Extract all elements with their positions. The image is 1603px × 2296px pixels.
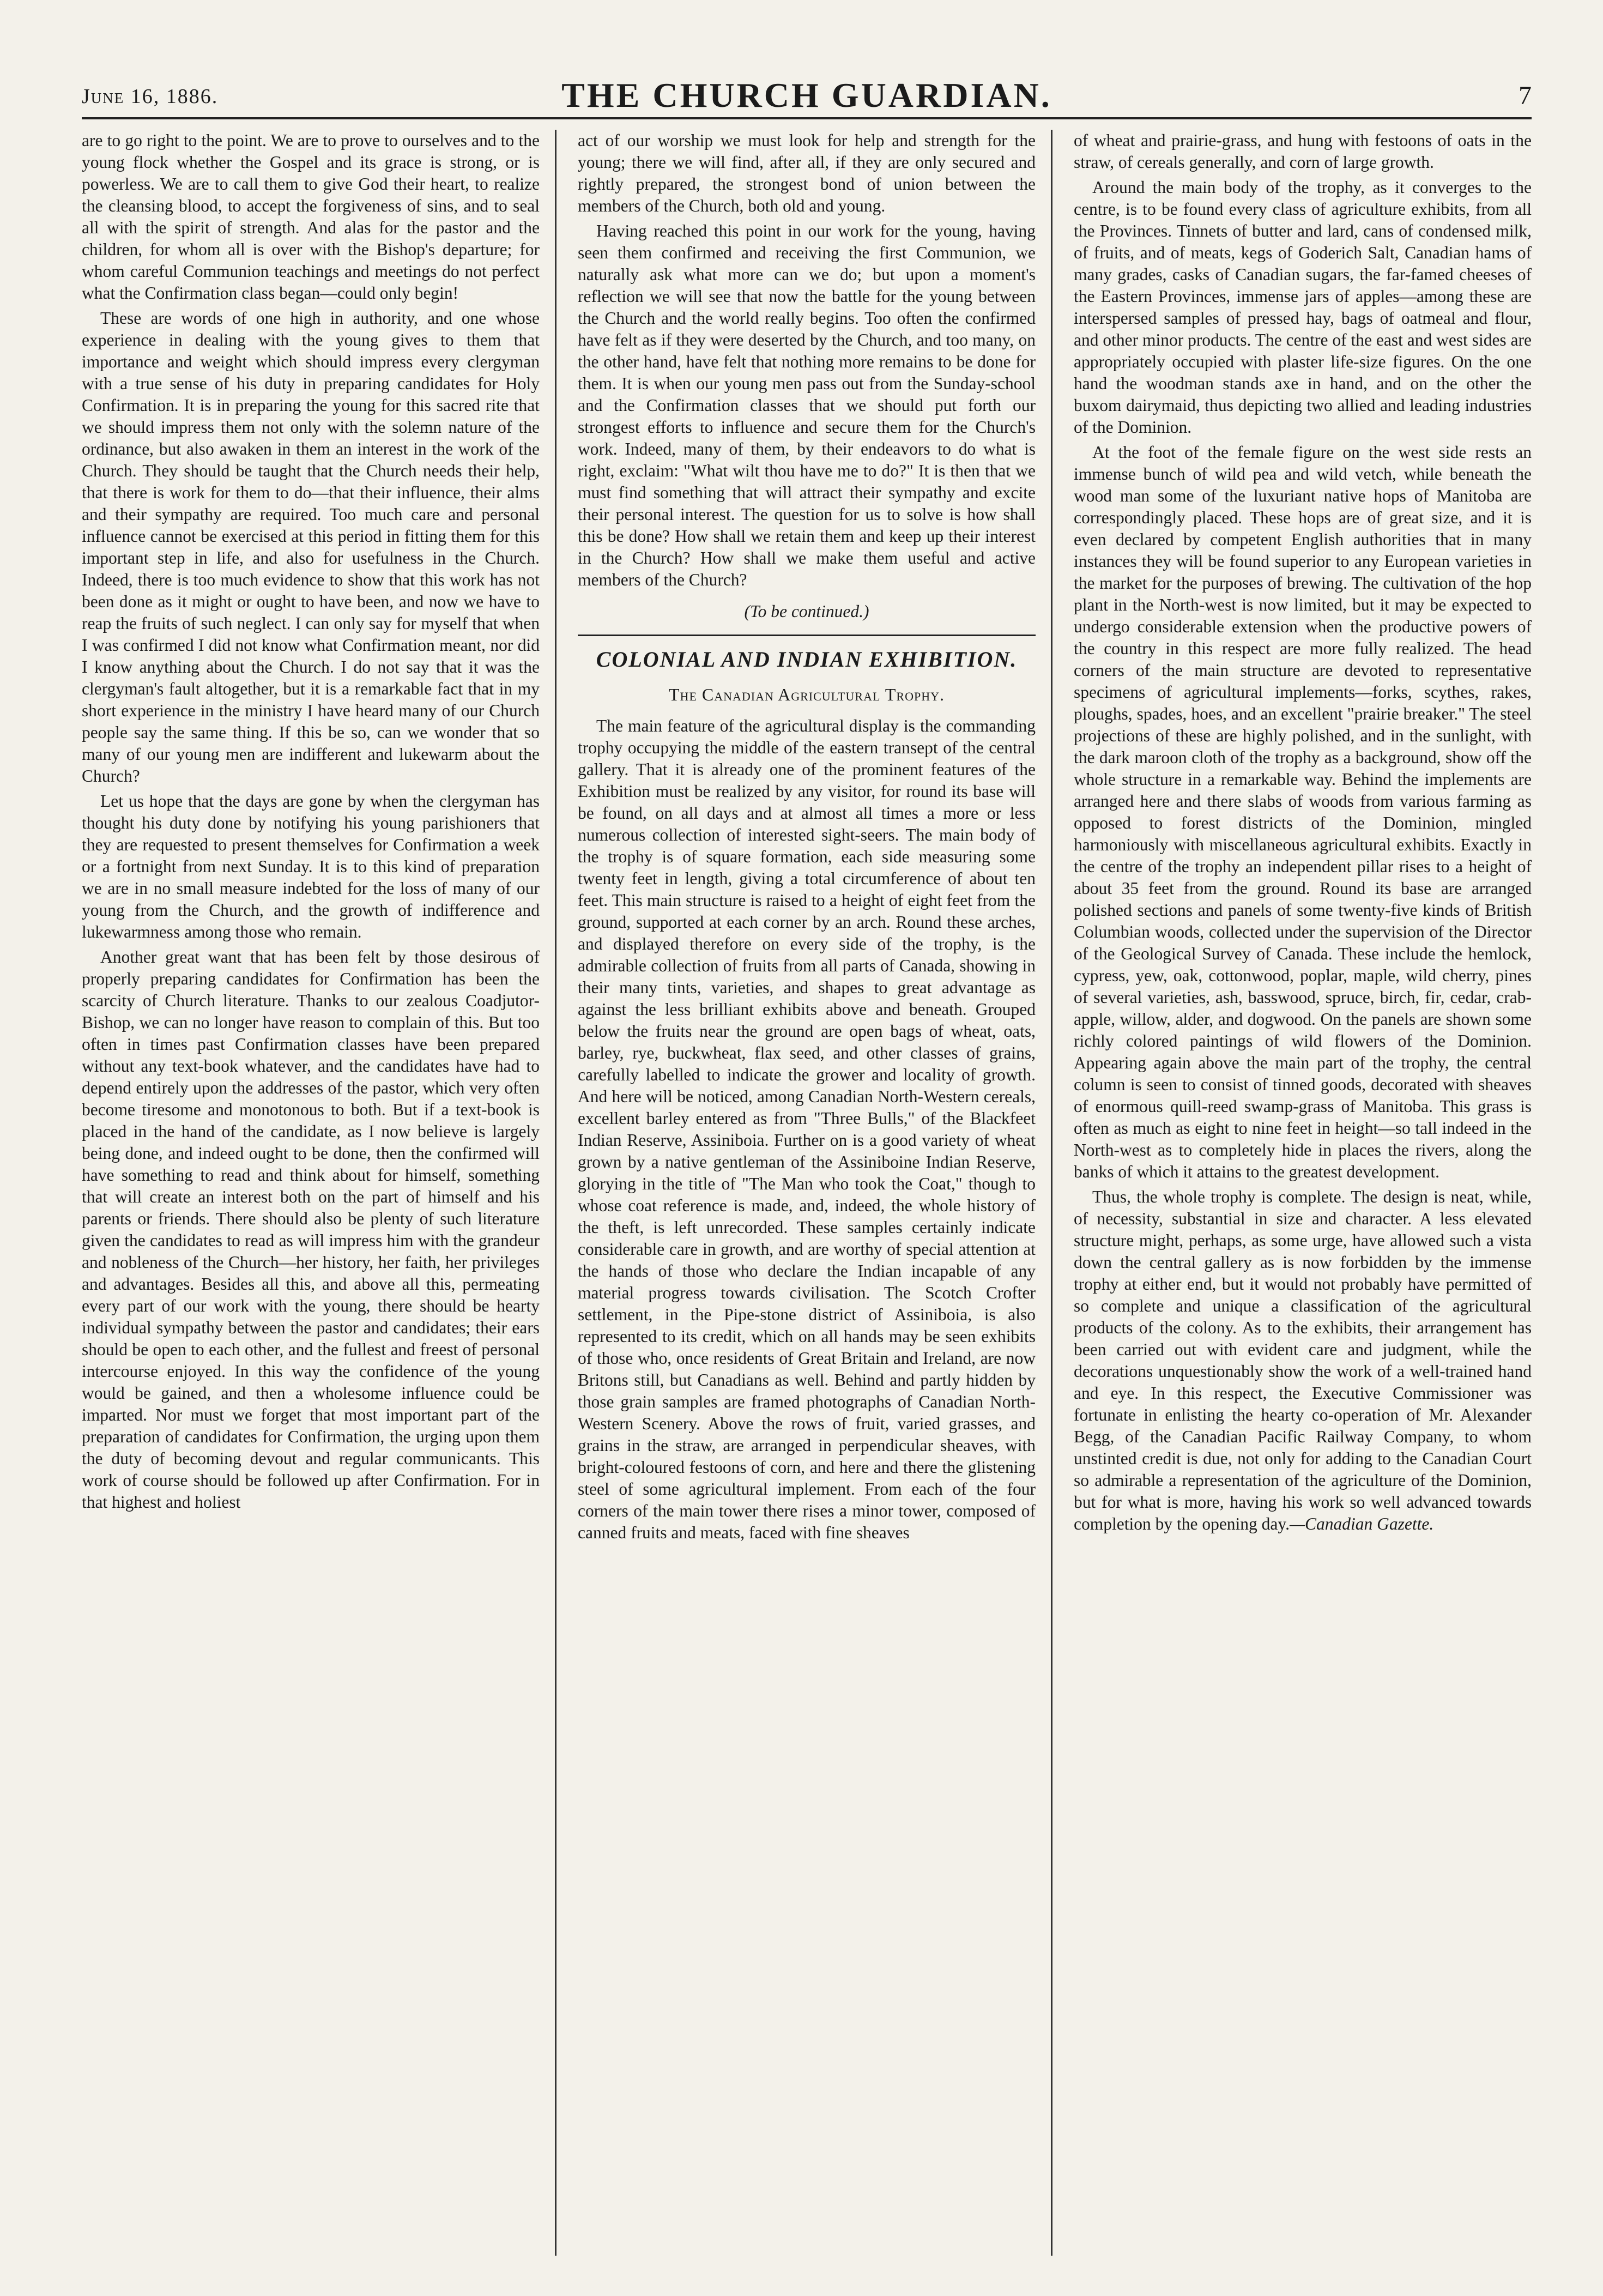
paragraph: The main feature of the agricultural display is the commanding trophy occupying the middle of the eastern transept of the central gallery. That it is already one of the prominent features of the Exhibition must be realized by any visitor, for round its base will be found, on all days and at almost all times a more or less numerous collection of interested sight-seers. The main body of the trophy is of square formation, each side measuring some twenty feet in length, giving a total circumference of about ten feet. This main structure is raised to a height of eight feet from the ground, supported at each corner by an arch. Round these arches, and displayed therefore on every side of the trophy, is the admirable collection of fruits from all parts of Canada, showing in their many tints, varieties, and shapes to great advantage as against the less brilliant exhibits above and beneath. Grouped below the fruits near the ground are open bags of wheat, oats, barley, rye, buckwheat, flax seed, and other classes of grains, carefully labelled to indicate the grower and locality of growth. And here will be noticed, among Canadian North-Western cereals, excellent barley entered as from "Three Bulls," of the Blackfeet Indian Reserve, Assiniboia. Further on is a good variety of wheat grown by a native gentleman of the Assiniboine Indian Reserve, glorying in the title of "The Man who took the Coat," though to whose coat reference is made, and, indeed, the whole history of the theft, is left unrecorded. These samples certainly indicate considerable care in growth, and are worthy of special attention at the hands of those who declare the Indian incapable of any material progress towards civilisation. The Scotch Crofter settlement, in the Pipe-stone district of Assiniboia, is also represented to its credit, which on all hands may be seen exhibits of those who, once residents of Great Britain and Ireland, are now Britons still, but Canadians as well. Behind and partly hidden by those grain samples are framed photographs of Canadian North-Western Scenery. Above the rows of fruit, varied grasses, and grains in the straw, are arranged in perpendicular sheaves, with bright-coloured festoons of corn, and here and there the glistening steel of some agricultural implement. From each of the four corners of the main tower there rises a minor tower, composed of canned fruits and meats, faced with fine sheaves (578, 716, 1036, 1543)
paragraph: Let us hope that the days are gone by when the clergyman has thought his duty done by notifying his young parishioners that they are requested to present themselves for Confirmation a week or a fortnight from next Sunday. It is to this kind of preparation we are in no small measure indebted for the loss of many of our young from the Church, and the growth of indifference and lukewarmness among those who remain. (82, 791, 540, 941)
paragraph: These are words of one high in authority, and one whose experience in dealing with the young gives to them that importance and weight which should impress every clergyman with a true sense of his duty in preparing candidates for Holy Confirmation. It is in preparing the young for this sacred rite that we should impress them not only with the solemn nature of the ordinance, but also awaken in them an interest in the work of the Church. They should be taught that the Church needs their help, that there is work for them to do—that their influence, their alms and their sympathy are required. Too much care and personal influence cannot be exercised at this period in fitting them for this important step in life, and also for usefulness in the Church. Indeed, there is too much evidence to show that this work has not been done as it might or ought to have been, and now we have to reap the fruits of such neglect. I can only say for myself that when I was confirmed I did not know what Confirmation meant, nor did I know anything about the Church. I do not say that it was the clergyman's fault altogether, but it is a remarkable fact that in my short experience in the ministry I have heard many of our Church people say the same thing. If this be so, can we wonder that so many of our young men are indifferent and lukewarm about the Church? (82, 309, 540, 786)
column-2 (578, 130, 1036, 2267)
paragraph: At the foot of the female figure on the west side rests an immense bunch of wild pea and wild vetch, while beneath the wood man some of the luxuriant native hops of Manitoba are correspondingly placed. These hops are of great size, and it is even declared by competent English authorities that in many instances they will be found superior to any European varieties in the market for the purposes of brewing. The cultivation of the hop plant in the North-west is now limited, but it may be expected to undergo considerable extension when the productive powers of the country in this respect are more fully realized. The head corners of the main structure are devoted to representative specimens of agricultural implements—forks, scythes, rakes, ploughs, spades, hoes, and an excellent "prairie breaker." The steel projections of these are highly polished, and in the sunlight, with the dark maroon cloth of the trophy as a background, show off the whole structure in a remarkable way. Behind the implements are arranged here and there slabs of woods from various farming as opposed to forest districts of the Dominion, mingled harmoniously with miscellaneous agricultural exhibits. Exactly in the centre of the trophy an independent pillar rises to a height of about 35 feet from the ground. Round its base are arranged polished sections and panels of some twenty-five kinds of British Columbian woods, collected under the supervision of the Director of the Geological Survey of Canada. These include the hemlock, cypress, yew, oak, cottonwood, poplar, maple, wild cherry, pines of several varieties, ash, basswood, spruce, birch, fir, cedar, crab-apple, willow, alder, and dogwood. On the panels are shown some richly colored paintings of wild flowers of the Dominion. Appearing again above the main part of the trophy, the central column is seen to consist of tinned goods, decorated with sheaves of enormous quill-reed swamp-grass of Manitoba. This grass is often as much as eight to nine feet in height—so tall indeed in the North-west as to completely hide in places the rivers, along the banks of which it attains to the greatest development. (1074, 443, 1532, 1181)
to-be-continued: (To be continued.) (744, 602, 869, 621)
article-title: COLONIAL AND INDIAN EXHIBITION. (596, 647, 1018, 672)
newspaper-title: THE CHURCH GUARDIAN. (561, 76, 1052, 114)
section-divider (578, 635, 1036, 636)
paragraph: Around the main body of the trophy, as it converges to the centre, is to be found every class of agriculture exhibits, from all the Provinces. Tinnets of butter and lard, cans of condensed milk, of fruits, and of meats, kegs of Goderich Salt, Canadian hams of many grades, casks of Canadian sugars, the far-famed cheeses of the Eastern Provinces, immense jars of apples—among these are interspersed samples of pressed hay, bags of oatmeal and flour, and other minor products. The centre of the east and west sides are appropriately occupied with plaster life-size figures. On the one hand the woodman stands axe in hand, and on the other the buxom dairymaid, thus depicting two allied and leading industries of the Dominion. (1074, 178, 1532, 437)
paragraph (1074, 1186, 1532, 1535)
column-divider (555, 130, 556, 2256)
paragraph: act of our worship we must look for help and strength for the young; there we will find, after all, if they are only secured and rightly prepared, the strongest bond of union between the members of the Church, both old and young. (578, 131, 1036, 215)
paragraph: of wheat and prairie-grass, and hung with festoons of oats in the straw, of cereals generally, and corn of large growth. (1074, 131, 1532, 172)
masthead (82, 65, 1532, 119)
column-1 (82, 130, 540, 2267)
issue-date: June 16, 1886. (82, 85, 219, 108)
column-divider (1051, 130, 1052, 2256)
paragraph: Another great want that has been felt by those desirous of properly preparing candidates for Confirmation has been the scarcity of Church literature. Thanks to our zealous Coadjutor-Bishop, we can no longer have reason to complain of this. But too often in times past Confirmation classes have been prepared without any text-book whatever, and the candidates have had to depend entirely upon the addresses of the pastor, which very often become tiresome and monotonous to both. But if a text-book is placed in the hand of the candidate, as I now believe is largely being done, and indeed ought to be done, then the confirmed will have something to read and think about for himself, something that will create an interest both on the part of himself and his parents or friends. There should also be plenty of such literature given the candidates to read as will impress him with the grandeur and nobleness of the Church—her history, her faith, her privileges and advantages. Besides all this, and above all this, permeating every part of our work with the young, there should be hearty individual sympathy between the pastor and candidates; their ears should be open to each other, and the fullest and freest of personal intercourse enjoyed. In this way the confidence of the young would be gained, and then a wholesome influence could be imparted. Nor must we forget that most important part of the preparation of candidates for Confirmation, the urging upon them the duty of becoming devout and regular communicants. This work of course should be followed up after Confirmation. For in that highest and holiest (82, 947, 540, 1512)
paragraph: are to go right to the point. We are to prove to ourselves and to the young flock whether the Gospel and its grace is strong, or is powerless. We are to call them to give God their heart, to realize the cleansing blood, to accept the forgiveness of sins, and to seal all with the spirit of strength. And alas for the pastor and the children, for whom all is over with the Bishop's departure; for whom careful Communion teachings and meetings do not perfect what the Confirmation class began—could only begin! (82, 131, 540, 303)
page-number: 7 (1519, 81, 1532, 110)
paragraph: Having reached this point in our work for the young, having seen them confirmed and receiving the first Communion, we naturally ask what more can we do; but upon a moment's reflection we will see that now the battle for the young between the Church and the world really begins. Too often the confirmed have felt as if they were deserted by the Church, and too many, on the other hand, have felt that nothing more remains to be done for them. It is when our young men pass out from the Sunday-school and the Confirmation classes that we should put forth our strongest efforts to influence and secure them for the Church's work. Indeed, many of them, by their endeavors to do what is right, exclaim: "What wilt thou have me to do?" It is then that we must find something that will attract their sympathy and excite their personal interest. The question for us to solve is how shall this be done? How shall we retain them and keep up their interest in the Church? How shall we make them useful and active members of the Church? (578, 221, 1036, 589)
column-3 (1074, 130, 1532, 2267)
paragraph-text: Thus, the whole trophy is complete. The design is neat, while, of necessity, substantial in size and character. A less elevated structure might, perhaps, as some urge, have allowed such a vista down the central gallery as is now forbidden by the immense trophy at either end, but it would not probably have permitted of so complete and unique a classification of the agricultural products of the colony. As to the exhibits, their arrangement has been carried out with evident care and judgment, while the decorations unquestionably show the work of a well-trained hand and eye. In this respect, the Executive Commissioner was fortunate in enlisting the hearty co-operation of Mr. Alexander Begg, of the Canadian Pacific Railway Company, to whom unstinted credit is due, not only for adding to the Canadian Court so admirable a representation of the agriculture of the Dominion, but for what is more, having his work so well advanced towards completion by the opening day. (1074, 1187, 1532, 1533)
article-subtitle: The Canadian Agricultural Trophy. (669, 684, 945, 704)
source-signature: —Canadian Gazette. (1290, 1514, 1434, 1533)
